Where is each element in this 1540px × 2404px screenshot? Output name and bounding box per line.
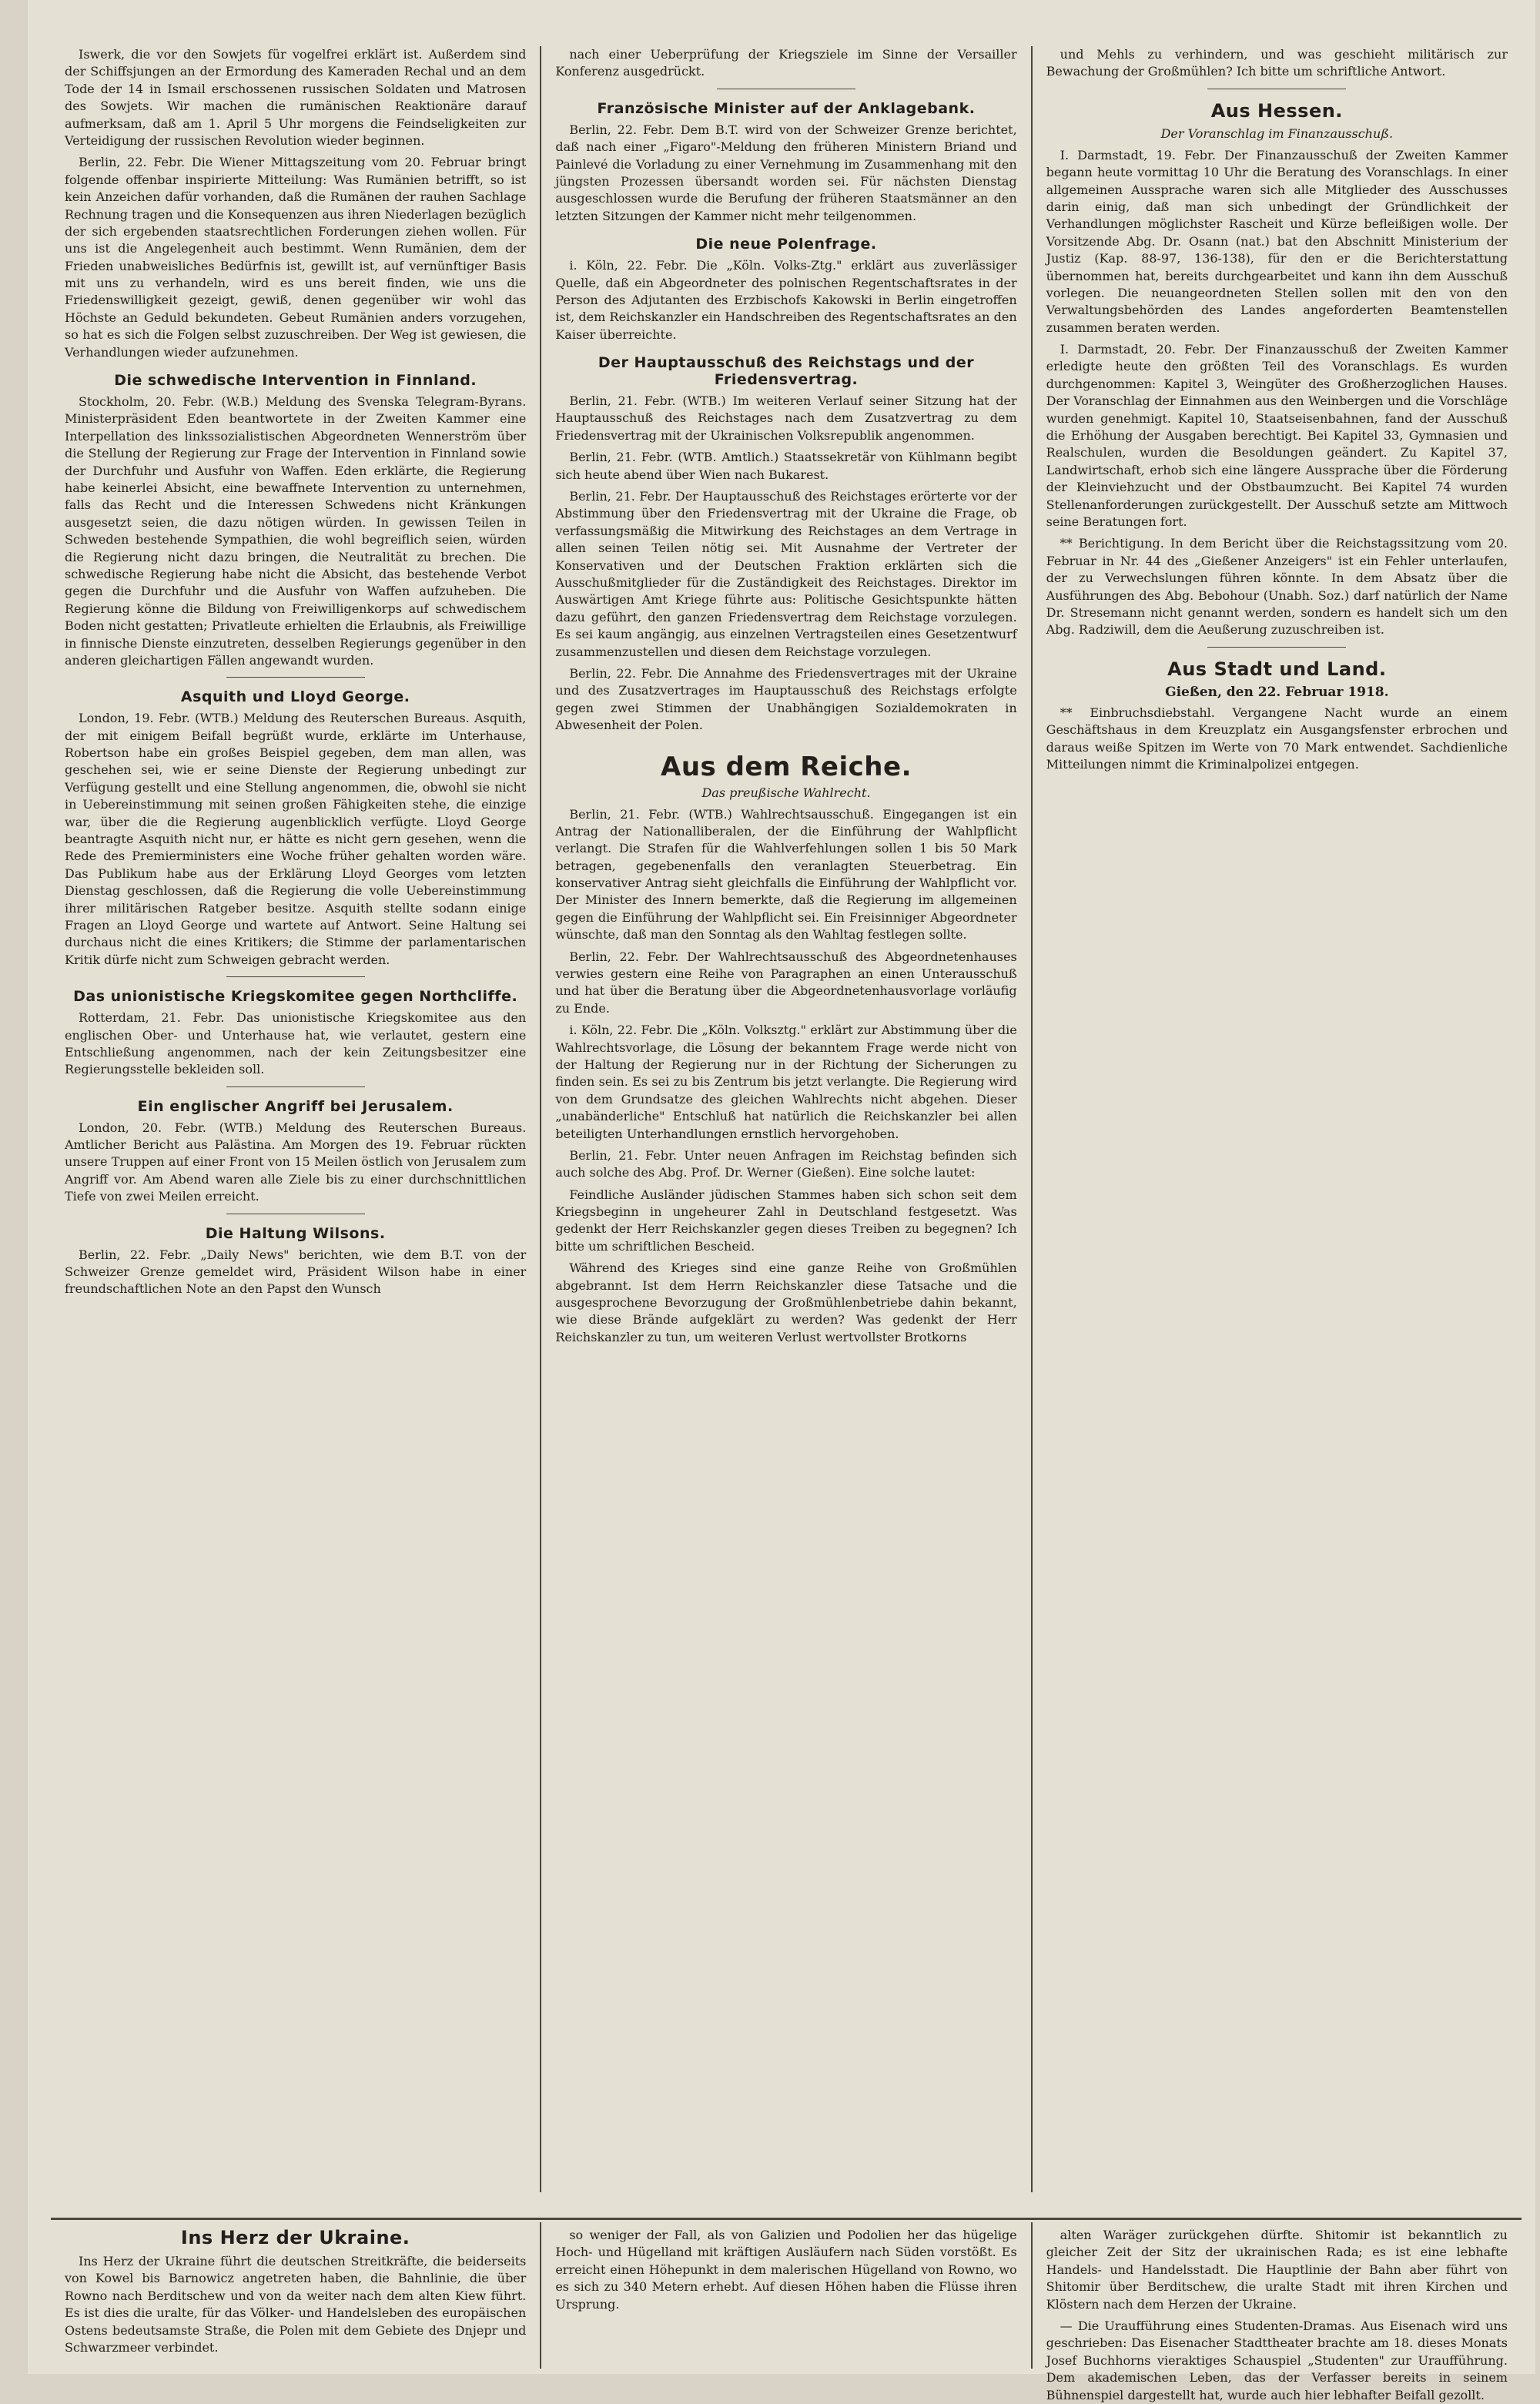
article-paragraph: Stockholm, 20. Febr. (W.B.) Meldung des Svenska Telegram-Byrans. Ministerpräsident Eden beantwortete in der Zweiten Kammer eine Interpellation des linkssozialistischen Abgeordneten Wennerström über die Stellung der Regierung zur Frage der Intervention in Finnland sowie der Durchfuhr und Ausfuhr von Waffen. Eden erklärte, die Regierung habe keinerlei Absicht, eine bewaffnete Intervention zu unternehmen, falls das Recht und die Interessen Schwedens nicht Kränkungen ausgesetzt seien, die dazu nötigen würden. In gewissen Teilen in Schweden bestehende Sympathien, die wohl begreiflich seien, würden die Regierung nicht dazu bringen, die Neutralität zu brechen. Die schwedische Regierung habe nicht die Absicht, das bestehende Verbot gegen die Durchfuhr und die Ausfuhr von Waffen aufzuheben. Die Regierung könne die Bildung von Freiwilligenkorps auf schwedischem Boden nicht gestatten; Privatleute erhielten die Erlaubnis, als Freiwillige in finnische Dienste einzutreten, desselben Regierungs gegenüber in den anderen gleichartigen Fällen angewandt wurden.: [65, 394, 527, 668]
article-paragraph: Berlin, 21. Febr. (WTB.) Im weiteren Verlauf seiner Sitzung hat der Hauptausschuß des Reichstages nach dem Zusatzvertrag zu dem Friedensvertrag mit der Ukrainischen Volksrepublik angenommen.: [555, 393, 1017, 443]
section-title: Aus dem Reiche.: [661, 751, 912, 782]
article-paragraph: Während des Krieges sind eine ganze Reihe von Großmühlen abgebrannt. Ist dem Herrn Reichskanzler diese Tatsache und die ausgesprochene Bevorzugung der Großmühlenbetriebe dahin bekannt, wie diese Brände aufgeklärt zu werden? Was gedenkt der Herr Reichskanzler zu tun, um weiteren Verlust wertvollster Brotkorns: [555, 1261, 1017, 1344]
headline: Asquith und Lloyd George.: [180, 688, 410, 706]
lower-column-3: [1031, 2222, 1522, 2402]
dateline: Gießen, den 22. Februar 1918.: [1165, 684, 1389, 700]
headline: Die neue Polenfrage.: [695, 236, 877, 253]
article-paragraph: i. Köln, 22. Febr. Die „Köln. Volksztg." erklärt zur Abstimmung über die Wahlrechtsvorlage, die Lösung der bekanntem Frage werde nicht von der Haltung der Regierung nur in der Richtung der Sicherungen zu finden sein. Es sei zu bis Zentrum bis jetzt verlangte. Die Regierung wird von dem Grundsatze des gleichen Wahlrechts nicht abgehen. Dieser „unabänderliche" Entschluß hat natürlich die Reichskanzler bei allen beteiligten Unterhandlungen ernstlich hervorgehoben.: [555, 1023, 1017, 1141]
lower-column-2: [540, 2222, 1030, 2369]
article-paragraph: Berlin, 22. Febr. Die Wiener Mittagszeitung vom 20. Februar bringt folgende offenbar inspirierte Mitteilung: Was Rumänien betrifft, so ist kein Anzeichen dafür vorhanden, daß die Rumänen der rauhen Sachlage Rechnung tragen und die Konsequenzen aus ihren Niederlagen bezüglich der sich ergebenden staatsrechtlichen Forderungen ziehen wollen. Für uns ist die Angelegenheit auch bestimmt. Wenn Rumänien, dem der Frieden unabweisliches Bedürfnis ist, gewillt ist, auf vernünftiger Basis mit uns zu verhandeln, wird es uns bereit finden, wie uns die Friedenswilligkeit gezeigt, gewiß, denen gegenüber wir wohl das Höchste an Geduld bekundeten. Gebeut Rumänien anders vorzugehen, so hat es sich die Folgen selbst zuzuschreiben. Der Weg ist gewiesen, die Verhandlungen wieder aufzunehmen.: [65, 155, 527, 360]
article-paragraph: Feindliche Ausländer jüdischen Stammes haben sich schon seit dem Kriegsbeginn in ungeheurer Zahl in Deutschland festgesetzt. Was gedenkt der Herr Reichskanzler gegen dieses Treiben zu begegnen? Ich bitte um schriftlichen Bescheid.: [555, 1187, 1017, 1254]
article-paragraph: nach einer Ueberprüfung der Kriegsziele im Sinne der Versailler Konferenz ausgedrückt.: [555, 47, 1017, 79]
article-paragraph: I. Darmstadt, 20. Febr. Der Finanzausschuß der Zweiten Kammer erledigte heute den größten Teil des Voranschlags. Es wurden durchgenommen: Kapitel 3, Weingüter des Großherzoglichen Hauses. Der Voranschlag der Einnahmen aus den Weinbergen und die Vorschläge wurden genehmigt. Kapitel 10, Staatseisenbahnen, fand der Ausschuß die Erhöhung der Ausgaben berechtigt. Bei Kapitel 33, Gymnasien und Realschulen, wurden die Besoldungen geändert. Zu Kapitel 37, Landwirtschaft, erhob sich eine längere Aussprache über die Förderung der Kleinviehzucht und der Obstbaumzucht. Bei Kapitel 74 wurden Stellenanforderungen zurückgestellt. Der Ausschuß setzte am Mittwoch seine Beratungen fort.: [1046, 342, 1508, 529]
headline: Ein englischer Angriff bei Jerusalem.: [137, 1097, 454, 1115]
section-subtitle: Das preußische Wahlrecht.: [701, 785, 871, 800]
divider: [226, 976, 365, 977]
article-paragraph: Berlin, 22. Febr. „Daily News" berichten, wie dem B.T. von der Schweizer Grenze gemeldet wird, Präsident Wilson habe in einer freundschaftlichen Note an den Papst den Wunsch: [65, 1247, 527, 1297]
article-paragraph: und Mehls zu verhindern, und was geschieht militärisch zur Bewachung der Großmühlen? Ich bitte um schriftliche Antwort.: [1046, 47, 1508, 79]
article-paragraph: so weniger der Fall, als von Galizien und Podolien her das hügelige Hoch- und Hügelland mit kräftigen Ausläufern nach Süden vorstößt. Es erreicht einen Höhepunkt in dem malerischen Hügelland von Rowno, wo es sich zu 340 Metern erhebt. Auf diesen Höhen haben die Flüsse ihren Ursprung.: [555, 2228, 1017, 2312]
article-paragraph: Berlin, 21. Febr. Der Hauptausschuß des Reichstages erörterte vor der Abstimmung über den Friedensvertrag mit der Ukraine die Frage, ob verfassungsmäßig die Mitwirkung des Reichstages an dem Vertrage in allen seinen Teilen nötig sei. Mit Ausnahme der Vertreter der Konservativen und der Deutschen Fraktion erklärten sich die Ausschußmitglieder für die Zuständigkeit des Reichstages. Direktor im Auswärtigen Amt Kriege führte aus: Politische Gesichtspunkte hätten dazu geführt, den ganzen Friedensvertrag dem Reichstage vorzulegen. Es sei kaum angängig, aus einzelnen Vertragsteilen eines Gesetzentwurf zusammenzustellen und diesen dem Reichstage vorzulegen.: [555, 489, 1017, 659]
headline: Der Hauptausschuß des Reichstags und der Friedensvertrag.: [598, 354, 975, 389]
article-paragraph: Ins Herz der Ukraine führt die deutschen Streitkräfte, die beiderseits von Kowel bis Barnowicz angetreten haben, die Bahnlinie, die über Rowno nach Berditschew und von da weiter nach dem alten Kiew führt. Es ist dies die uralte, für das Völker- und Handelsleben des europäischen Ostens bedeutsamste Straße, die Polen mit dem Gebiete des Dnjepr und Schwarzmeer verbindet.: [65, 2254, 527, 2355]
lower-columns: [51, 2222, 1522, 2402]
headline: Französische Minister auf der Anklagebank.: [597, 99, 976, 117]
column-left: [51, 46, 540, 2192]
divider: [226, 1086, 365, 1087]
feuilleton-title: Ins Herz der Ukraine.: [180, 2227, 410, 2248]
article-paragraph: London, 20. Febr. (WTB.) Meldung des Reuterschen Bureaus. Amtlicher Bericht aus Palästina. Am Morgen des 19. Februar rückten unsere Truppen auf einer Front von 15 Meilen östlich von Jerusalem zum Angriff vor. Am Abend waren alle Ziele bis zu einer durchschnittlichen Tiefe von zwei Meilen erreicht.: [65, 1120, 527, 1204]
article-paragraph: alten Waräger zurückgehen dürfte. Shitomir ist bekanntlich zu gleicher Zeit der Sitz der ukrainischen Rada; es ist eine lebhafte Handels- und Handelsstadt. Die Hauptlinie der Bahn aber führt von Shitomir über Berditschew, die uralte Stadt mit ihren Kirchen und Klöstern nach dem Herzen der Ukraine.: [1046, 2228, 1508, 2312]
article-paragraph: Iswerk, die vor den Sowjets für vogelfrei erklärt ist. Außerdem sind der Schiffsjungen an der Ermordung des Kameraden Rechal und an dem Tode der 14 in Ismail erschossenen russischen Soldaten und Matrosen des Sowjets. Wir machen die rumänischen Reaktionäre darauf aufmerksam, daß am 1. April 5 Uhr morgens die Feindseligkeiten zur Verteidigung der russischen Revolution wieder beginnen.: [65, 47, 527, 148]
horizontal-rule: [51, 2218, 1522, 2220]
newspaper-page: [28, 0, 1535, 2402]
article-paragraph: I. Darmstadt, 19. Febr. Der Finanzausschuß der Zweiten Kammer begann heute vormittag 10 Uhr die Beratung des Voranschlags. In einer allgemeinen Aussprache waren sich alle Mitglieder des Ausschusses darin einig, daß man sich unbedingt der Gründlichkeit der Verhandlungen möglichster Rascheit und Kürze befleißigen wolle. Der Vorsitzende Abg. Dr. Osann (nat.) bat den Abschnitt Ministerium der Justiz (Kap. 88-97, 136-138), für den er die Berichterstattung übernommen hat, bereits durchgearbeitet und kann ihn dem Ausschuß vorlegen. Die neuangeordneten Stellen sollen mit den von den Verwaltungsbehörden des Landes angeforderten Beamtenstellen zusammen beraten werden.: [1046, 147, 1508, 335]
upper-columns: [51, 46, 1522, 2192]
article-paragraph: i. Köln, 22. Febr. Die „Köln. Volks-Ztg." erklärt aus zuverlässiger Quelle, daß ein Abgeordneter des polnischen Regentschaftsrates in der Person des Adjutanten des Erzbischofs Kakowski in Berlin eingetroffen ist, dem Reichskanzler ein Handschreiben des Regentschaftsrates an den Kaiser überreichte.: [555, 258, 1017, 342]
divider: [226, 677, 365, 678]
section-subtitle: Der Voranschlag im Finanzausschuß.: [1160, 126, 1394, 141]
article-paragraph: — Die Uraufführung eines Studenten-Dramas. Aus Eisenach wird uns geschrieben: Das Eisenacher Stadttheater brachte am 18. dieses Monats Josef Buchhorns vieraktiges Schauspiel „Studenten" zur Uraufführung. Dem akademischen Leben, das der Verfasser bereits in seinem Bühnenspiel dargestellt hat, wurde auch hier lebhafter Beifall gezollt.: [1046, 2318, 1508, 2402]
divider: [1207, 647, 1346, 648]
article-paragraph: London, 19. Febr. (WTB.) Meldung des Reuterschen Bureaus. Asquith, der mit einigem Beifall begrüßt wurde, erklärte im Unterhause, Robertson habe ein großes Beispiel gegeben, dem man allen, was geschehen sei, wie er seine Dienste der Regierung unbedingt zur Verfügung gestellt und eine Stellung angenommen, die, obwohl sie nicht in Uebereinstimmung mit seinen großen Fähigkeiten stehe, die einzige war, über die die Regierung augenblicklich verfügte. Lloyd George beantragte Asquith nicht nur, er hätte es nicht gern gesehen, wenn die Rede des Premierministers eine Woche früher gehalten worden wäre. Das Publikum habe aus der Erklärung Lloyd Georges vom letzten Dienstag geschlossen, daß die Regierung die volle Uebereinstimmung ihrer militärischen Ratgeber besitze. Asquith stellte sodann einige Fragen an Lloyd George und wartete auf Antwort. Seine Haltung sei durchaus nicht die eines Kritikers; die Stimme der parlamentarischen Kritik dürfe nicht zum Schweigen gebracht werden.: [65, 711, 527, 967]
article-paragraph: Berlin, 22. Febr. Dem B.T. wird von der Schweizer Grenze berichtet, daß nach einer „Figaro"-Meldung den früheren Ministern Briand und Painlevé die Vorladung zu einer Vernehmung im Zusammenhang mit den jüngsten Prozessen übersandt worden sei. Für nächsten Dienstag ausgeschlossen wurde die Berufung der früheren Staatsmänner an den letzten Sitzungen der Kammer nicht mehr teilgenommen.: [555, 122, 1017, 223]
article-paragraph: Berlin, 22. Febr. Der Wahlrechtsausschuß des Abgeordnetenhauses verwies gestern eine Reihe von Paragraphen an einen Unterausschuß und hat über die Beratung über die Abgeordnetenhausvorlage vorläufig zu Ende.: [555, 949, 1017, 1016]
column-right: [1031, 46, 1522, 2192]
article-paragraph: ** Einbruchsdiebstahl. Vergangene Nacht wurde an einem Geschäftshaus in dem Kreuzplatz ein Ausgangsfenster erbrochen und daraus weiße Spitzen im Werte von 70 Mark entwendet. Sachdienliche Mitteilungen nimmt die Kriminalpolizei entgegen.: [1046, 705, 1508, 772]
article-paragraph: Berlin, 21. Febr. Unter neuen Anfragen im Reichstag befinden sich auch solche des Abg. Prof. Dr. Werner (Gießen). Eine solche lautet:: [555, 1147, 1017, 1180]
section-title: Aus Hessen.: [1210, 99, 1343, 122]
article-paragraph: Berlin, 21. Febr. (WTB.) Wahlrechtsausschuß. Eingegangen ist ein Antrag der Nationalliberalen, der die Einführung der Wahlpflicht verlangt. Die Strafen für die Wahlverfehlungen sollen 1 bis 50 Mark betragen, gegebenenfalls den veranlagten Steuerbetrag. Ein konservativer Antrag sieht gleichfalls die Einführung der Wahlpflicht vor. Der Minister des Innern bemerkte, daß die Regierung im allgemeinen gegen die Einführung der Wahlpflicht sei. Ein Freisinniger Abgeordneter wünschte, daß man den Sonntag als den Wahltag festlegen sollte.: [555, 806, 1017, 943]
headline: Die Haltung Wilsons.: [205, 1224, 386, 1242]
headline: Die schwedische Intervention in Finnland.: [114, 372, 477, 390]
headline: Das unionistische Kriegskomitee gegen Northcliffe.: [73, 988, 518, 1006]
article-paragraph: Berlin, 21. Febr. (WTB. Amtlich.) Staatssekretär von Kühlmann begibt sich heute abend über Wien nach Bukarest.: [555, 450, 1017, 482]
article-paragraph: ** Berichtigung. In dem Bericht über die Reichstagssitzung vom 20. Februar in Nr. 44 des „Gießener Anzeigers" ist ein Fehler unterlaufen, der zu Verwechslungen führen könnte. In dem Absatz über die Ausführungen des Abg. Bebohour (Unabh. Soz.) darf natürlich der Name Dr. Stresemann nicht genannt werden, sondern es handelt sich um den Abg. Radziwill, dem die Aeußerung zuzuschreiben ist.: [1046, 536, 1508, 638]
article-paragraph: Berlin, 22. Febr. Die Annahme des Friedensvertrages mit der Ukraine und des Zusatzvertrages im Hauptausschuß des Reichstags erfolgte gegen zwei Stimmen der Unabhängigen Sozialdemokraten in Abwesenheit der Polen.: [555, 665, 1017, 733]
column-middle: [540, 46, 1030, 2192]
article-paragraph: Rotterdam, 21. Febr. Das unionistische Kriegskomitee aus den englischen Ober- und Unterhause hat, wie verlautet, gestern eine Entschließung angenommen, nach der kein Zeitungsbesitzer eine Regierungsstelle bekleiden soll.: [65, 1010, 527, 1077]
lower-column-1: [51, 2222, 540, 2369]
section-title: Aus Stadt und Land.: [1167, 658, 1387, 680]
